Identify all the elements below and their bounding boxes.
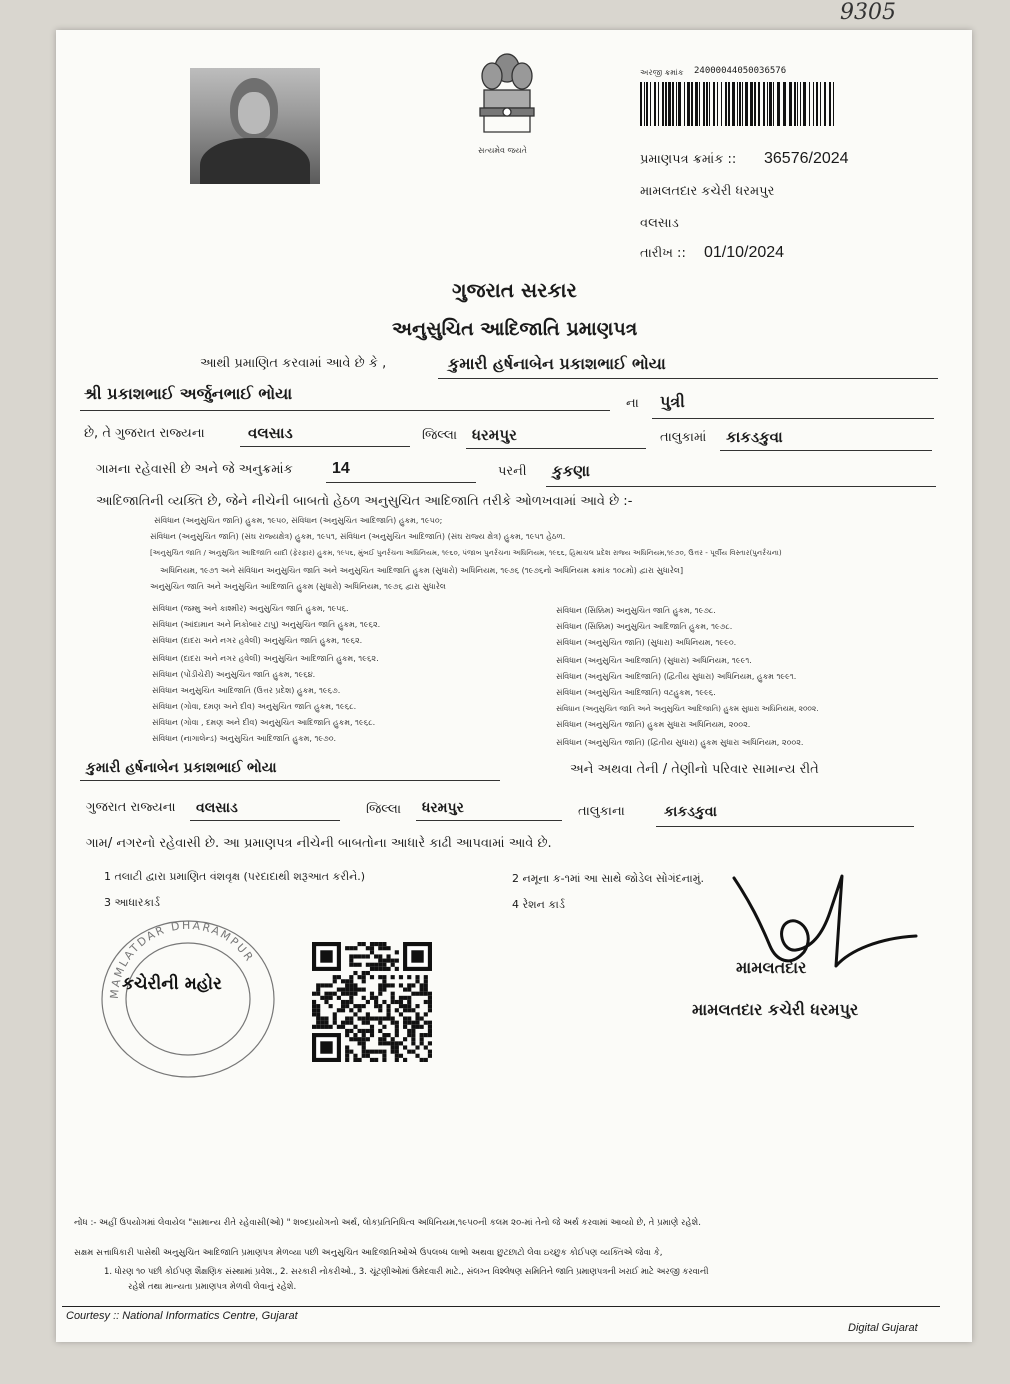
footer-note: નોંધ :- અહીં ઉપયોગમાં લેવાયેલ "સામાન્ય રીતે રહેવાસી(ઓ) " શબ્દપ્રયોગનો અર્થ, લોકપ્રતિનિધિત્વ અધિનિયમ,૧૯૫૦ની કલમ ૨૦-માં તેનો જે અર્થ કરવામાં આવ્યો છે, તે પ્રમાણે રહેશે. xyxy=(74,1218,701,1228)
resident-prefix: ગામના રહેવાસી છે અને જે અનુક્રમાંક xyxy=(96,462,293,477)
issue-date: 01/10/2024 xyxy=(704,244,785,261)
header-district: વલસાડ xyxy=(640,216,679,231)
footer-line-2: સક્ષમ સત્તાધિકારી પાસેથી અનુસુચિત આદિજાતિ પ્રમાણપત્ર મેળવ્યા પછી અનુસુચિત આદિજાતિઓએ ઉપલબ્ધ લાભો અથવા છુટછાટો લેવા ઇચ્છુક કોઈપણ વ્યક્તિએ જેવા કે, xyxy=(74,1248,663,1258)
order-right: સંવિધાન (અનુસુચિત આદિજાતિ) વટહુકમ, ૧૯૯૬. xyxy=(556,688,716,697)
residence-district-label: જિલ્લા xyxy=(366,802,402,817)
office-seal xyxy=(96,916,280,1082)
na-label: ના xyxy=(626,396,639,411)
order-left: સંવિધાન (પોંડીચેરી) અનુસુચિત જાતિ હુકમ, ૧૯૬૪. xyxy=(152,670,316,679)
handwritten-corner-number: 9305 xyxy=(840,0,896,25)
barcode xyxy=(640,82,836,126)
order-right: સંવિધાન (અનુસુચિત આદિજાતિ) (દ્વિતીય સુધારા) અધિનિયમ, હુકમ ૧૯૯૧. xyxy=(556,672,797,681)
order-right: સંવિધાન (અનુસુચિત આદિજાતિ) (સુધારા) અધિનિયમ, ૧૯૯૧. xyxy=(556,656,752,665)
order-right: સંવિધાન (સિક્કિમ) અનુસુચિત જાતિ હુકમ, ૧૯૭૮. xyxy=(556,606,716,615)
order-left: સંવિધાન (દાદરા અને નગર હવેલી) અનુસુચિત આદિજાતિ હુકમ, ૧૯૬૨. xyxy=(152,654,379,663)
order-left: સંવિધાન અનુસુચિત આદિજાતિ (ઉત્તર પ્રદેશ) હુકમ, ૧૯૬૭. xyxy=(152,686,341,695)
order-line: સંવિધાન (અનુસુચિત જાતિ) હુકમ, ૧૯૫૦, સંવિધાન (અનુસુચિત આદિજાતિ) હુકમ, ૧૯૫૦; xyxy=(154,516,443,525)
basis-item: 4 રેશન કાર્ડ xyxy=(512,898,565,911)
order-line: [અનુસુચિત જાતિ / અનુસુચિત આદિજાતિ યાદી (ફેરફાર) હુકમ, ૧૯૫૬, મુંબઈ પુનર્રચના અધિનિયમ, ૧૯૬૦, પંજાબ પુનર્રચના અધિનિયમ, ૧૯૬૬, હિમાચલ પ્રદેશ રાજ્ય અધિનિયમ,૧૯૭૦, ઉત્તર - પૂર્વીય વિસ્તાર(પુનર્રચના) xyxy=(150,548,782,557)
tribe-name: કુકણા xyxy=(552,462,590,480)
order-left: સંવિધાન (દાદરા અને નગર હવેલી) અનુસુચિત જાતિ હુકમ, ૧૯૬૨. xyxy=(152,636,363,645)
order-right: સંવિધાન (સિક્કિમ) અનુસુચિત આદિજાતિ હુકમ, ૧૯૭૮. xyxy=(556,622,733,631)
certify-intro: આથી પ્રમાણિત કરવામાં આવે છે કે , xyxy=(200,356,387,371)
footer-line-3: 1. ધોરણ ૧૦ પછી કોઈપણ શૈક્ષણિક સંસ્થામાં પ્રવેશ., 2. સરકારી નોકરીઓ., 3. ચૂંટણીઓમાં ઉમેદવારી માટે., સંલગ્ન વિશ્લેષણ સમિતિને જાતિ પ્રમાણપત્રની ખરાઈ માટે અરજી કરવાની xyxy=(104,1266,709,1276)
taluka-value: ધરમપુર xyxy=(472,426,517,444)
applicant-photo xyxy=(190,68,320,184)
village-value: કાકડકુવા xyxy=(726,428,783,446)
basis-item: 1 તલાટી દ્વારા પ્રમાણિત વંશવૃક્ષ (પરદાદાથી શરૂઆત કરીને.) xyxy=(104,870,366,883)
signatory-title: મામલતદાર xyxy=(736,958,807,977)
qr-code xyxy=(312,942,432,1062)
seal-ring-text: MAMLATDAR DHARAMPUR xyxy=(107,918,257,1000)
order-right: સંવિધાન (અનુસુચિત જાતિ) (સુધારા) અધિનિયમ, ૧૯૯૦. xyxy=(556,638,737,647)
certificate-number: 36576/2024 xyxy=(764,150,849,167)
order-left: સંવિધાન (ગોવા , દમણ અને દીવ) અનુસુચિત આદિજાતિ હુકમ, ૧૯૬૮. xyxy=(152,718,376,727)
residence-state-prefix: ગુજરાત રાજ્યના xyxy=(86,800,176,815)
barcode-number: 24000044050036576 xyxy=(694,66,787,76)
certificate-title: અનુસુચિત આદિજાતિ પ્રમાણપત્ર xyxy=(392,318,638,340)
father-name: શ્રી પ્રકાશભાઈ અર્જુનભાઈ ભોયા xyxy=(84,384,293,403)
residence-holder-name: કુમારી હર્ષનાબેન પ્રકાશભાઈ ભોયા xyxy=(86,760,277,776)
district-value: વલસાડ xyxy=(248,424,293,442)
order-left: સંવિધાન (જમ્મુ અને કાશ્મીર) અનુસુચિત જાતિ હુકમ, ૧૯૫૬. xyxy=(152,604,349,613)
certificate-number-label: પ્રમાણપત્ર ક્રમાંક :: xyxy=(640,152,737,167)
date-label: તારીખ :: xyxy=(640,246,686,261)
holder-name: કુમારી હર્ષનાબેન પ્રકાશભાઈ ભોયા xyxy=(448,354,666,373)
relation: પુત્રી xyxy=(660,392,685,411)
seal-label: કચેરીની મહોર xyxy=(122,974,222,994)
residence-village: કાકડકુવા xyxy=(664,804,717,820)
emblem-caption: સત્યમેવ જયતે xyxy=(478,146,527,155)
order-right: સંવિધાન (અનુસુચિત જાતિ અને અનુસુચિત આદિજાતિ) હુકમ સુધારા અધિનિયમ, ૨૦૦૨. xyxy=(556,704,819,713)
basis-item: 3 આધારકાર્ડ xyxy=(104,896,160,909)
residence-closing: ગામ/ નગરનો રહેવાસી છે. આ પ્રમાણપત્ર નીચેની બાબતોના આધારે કાઢી આપવામાં આવે છે. xyxy=(86,836,552,851)
taluka-label: તાલુકામાં xyxy=(660,430,707,445)
district-label: જિલ્લા xyxy=(422,428,458,443)
serial-suffix: પરની xyxy=(498,464,527,479)
serial-number: 14 xyxy=(332,460,350,477)
order-line: અનુસુચિત જાતિ અને અનુસુચિત આદિજાતિ હુકમ (સુધારો) અધિનિયમ, ૧૯૭૬ દ્વારા સુધારેલ xyxy=(150,582,446,591)
order-left: સંવિધાન (નાગાલેન્ડ) અનુસુચિત આદિજાતિ હુકમ, ૧૯૭૦. xyxy=(152,734,337,743)
order-right: સંવિધાન (અનુસુચિત જાતિ) હુકમ સુધારા અધિનિયમ, ૨૦૦૨. xyxy=(556,720,751,729)
courtesy-text: Courtesy :: National Informatics Centre, Gujarat xyxy=(66,1310,298,1322)
barcode-label: અરજી ક્રમાંક xyxy=(640,68,684,77)
issuing-office: મામલતદાર કચેરી ધરમપુર xyxy=(640,184,775,199)
state-emblem-icon xyxy=(470,46,544,150)
order-left: સંવિધાન (ગોવા, દમણ અને દીવ) અનુસુચિત જાતિ હુકમ, ૧૯૬૮. xyxy=(152,702,357,711)
residence-taluka: ધરમપુર xyxy=(422,800,464,816)
residence-taluka-label: તાલુકાના xyxy=(578,804,625,819)
order-line: અધિનિયમ, ૧૯૭૧ અને સંવિધાન અનુસુચિત જાતિ અને અનુસુચિત આદિજાતિ હુકમ (સુધારો) અધિનિયમ, ૧૯૭૬ (૧૯૭૬નો અધિનિયમ ક્રમાંક ૧૦૮મો) દ્વારા સુધારેલ] xyxy=(160,566,684,575)
tribe-sentence: આદિજાતિની વ્યક્તિ છે, જેને નીચેની બાબતો હેઠળ અનુસુચિત આદિજાતિ તરીકે ઓળખવામાં આવે છે :- xyxy=(96,494,633,509)
government-title: ગુજરાત સરકાર xyxy=(452,278,577,302)
order-left: સંવિધાન (આંદામાન અને નિકોબાર ટાપુ) અનુસુચિત જાતિ હુકમ, ૧૯૬૨. xyxy=(152,620,381,629)
family-text: અને અથવા તેની / તેણીનો પરિવાર સામાન્ય રીતે xyxy=(570,762,819,777)
basis-item: 2 નમૂના ક-૧માં આ સાથે જોડેલ સોગંદનામું. xyxy=(512,872,704,885)
order-right: સંવિધાન (અનુસુચિત જાતિ) (દ્વિતીય સુધારા) હુકમ સુધારા અધિનિયમ, ૨૦૦૨. xyxy=(556,738,804,747)
order-line: સંવિધાન (અનુસુચિત જાતિ) (સંઘ રાજ્યક્ષેત્ર) હુકમ, ૧૯૫૧, સંવિધાન (અનુસુચિત આદિજાતિ) (સંઘ રાજ્ય ક્ષેત્ર) હુકમ, ૧૯૫૧ હેઠળ. xyxy=(150,532,566,541)
brand-text: Digital Gujarat xyxy=(848,1322,918,1334)
footer-line-4: રહેશે તથા માન્યતા પ્રમાણપત્ર મેળવી લેવાનું રહેશે. xyxy=(128,1282,297,1292)
signatory-office: મામલતદાર કચેરી ધરમપુર xyxy=(692,1000,859,1019)
state-prefix: છે, તે ગુજરાત રાજ્યના xyxy=(84,426,205,441)
residence-district: વલસાડ xyxy=(196,800,238,816)
